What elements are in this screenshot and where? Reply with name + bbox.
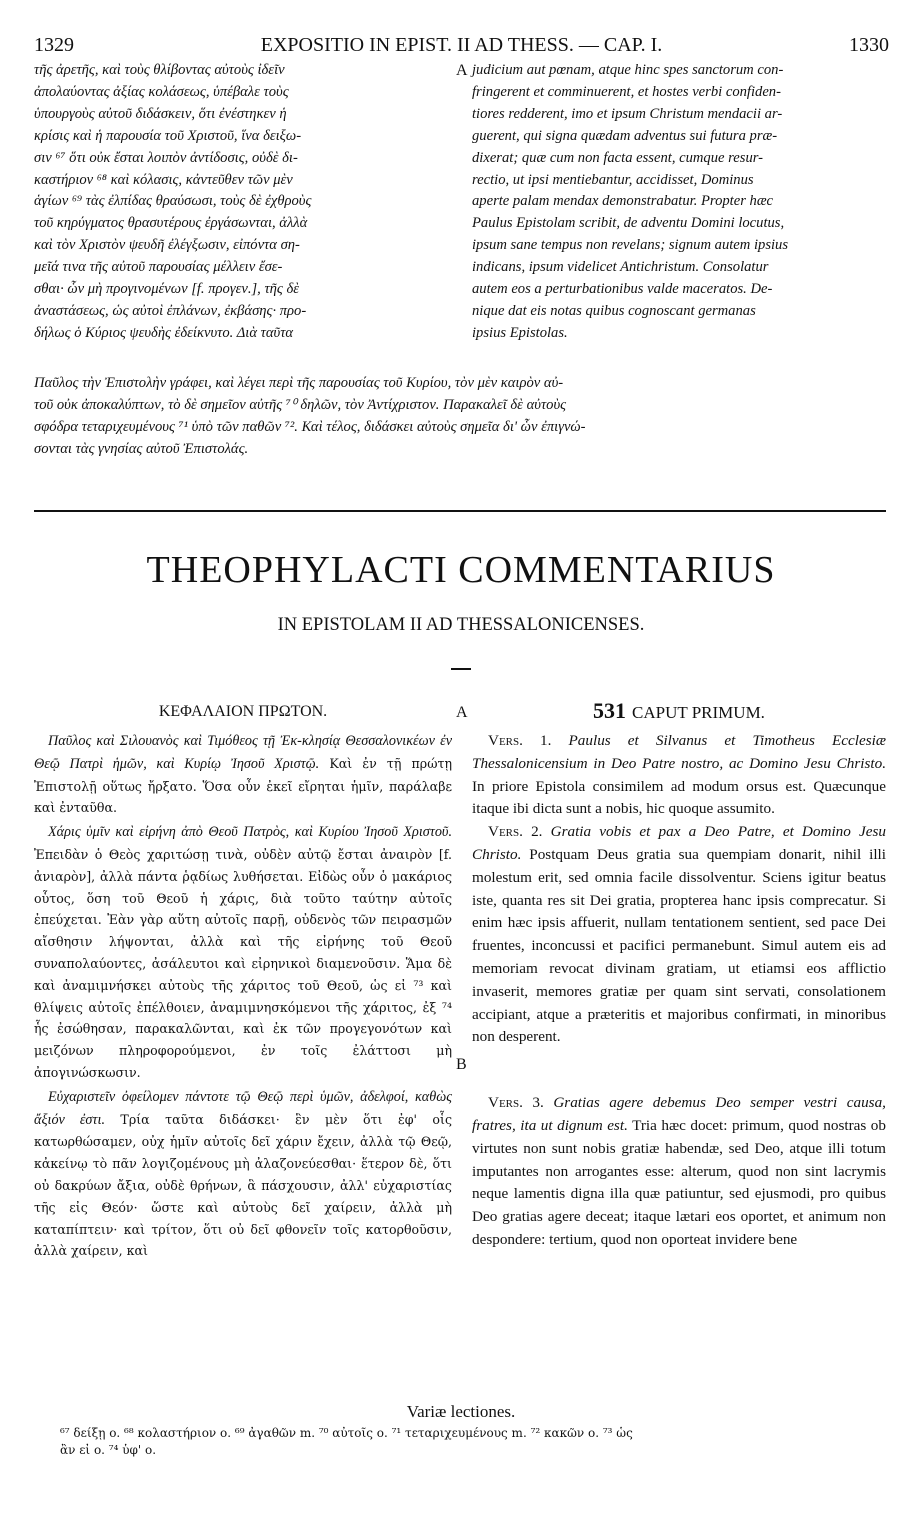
greek-line: μεῖά τινα τῆς αὐτοῦ παρουσίας μέλλειν ἔσε- — [34, 259, 283, 276]
latin-line: fringerent et comminuerent, et hostes verbi confiden- — [472, 83, 781, 100]
latin-paragraph — [472, 1092, 886, 1252]
top-latin-column — [472, 60, 886, 345]
latin-line: rectio, ut ipsi mentiebantur, accidisset, Dominus — [472, 171, 754, 188]
running-title: EXPOSITIO IN EPIST. II AD THESS. — CAP. I. — [260, 34, 663, 56]
latin-lemma: Gratia vobis et pax a Deo Patre, et Domino Jesu Christo. — [472, 823, 886, 863]
greek-line: δήλως ὁ Κύριος ψευδὴς ἐδείκνυτο. Διὰ ταῦτα — [34, 324, 294, 341]
greek-line: ὑπουργοὺς αὐτοῦ διδάσκειν, ὅτι ἐνέστηκεν ἡ — [34, 105, 287, 122]
latin-lemma: Paulus et Silvanus et Timotheus Ecclesiæ Thessalonicensium in Deo Patre nostro, ac Domino Jesu Christo. — [472, 732, 886, 772]
variant-line: ⁶⁷ δείξῃ ο. ⁶⁸ κολαστήριον ο. ⁶⁹ ἀγαθῶν m. ⁷⁰ αὐτοῖς ο. ⁷¹ τεταριχευμένους m. ⁷² κακῶν ο. ⁷³ ὡς — [60, 1426, 633, 1440]
paragraph-gap — [472, 1049, 886, 1092]
greek-chapter-heading: ΚΕΦΑΛΑΙΟΝ ΠΡΩΤΟΝ. — [158, 703, 328, 720]
running-header — [34, 34, 889, 60]
greek-paragraph — [34, 821, 452, 1084]
latin-line: autem eos a perturbationibus valde maceratos. De- — [472, 281, 773, 298]
latin-paragraph — [472, 730, 886, 821]
greek-line: σιν ⁶⁷ ὅτι οὐκ ἔσται λοιπὸν ἀντίδοσις, οὐδὲ δι- — [34, 149, 298, 166]
latin-heading-text: CAPUT PRIMUM. — [632, 703, 765, 722]
greek-paragraph — [34, 730, 452, 819]
latin-line: nique dat eis notas quibus cognoscant germanas — [472, 302, 756, 319]
greek-paragraph-text: Καὶ ἐν τῇ πρώτῃ Ἐπιστολῇ οὕτως ἤρξατο. Ὅσα οὖν ἐκεῖ εἴρηται ἡμῖν, παράλαβε καὶ ἐνταῦθα. — [34, 755, 452, 816]
latin-line: ipsius Epistolas. — [472, 324, 568, 341]
top-full-width-greek — [34, 373, 886, 461]
verse-label: Vers. 1. — [488, 732, 552, 749]
greek-line: κρίσις καὶ ἡ παρουσία τοῦ Χριστοῦ, ἵνα δειξω- — [34, 127, 302, 144]
greek-line: ἀναστάσεως, ὡς αὐτοὶ ἐπλάνων, ἐκβάσης· προ- — [34, 302, 307, 319]
section-divider — [34, 510, 886, 512]
page-number-left: 1329 — [34, 34, 74, 56]
latin-line: indicans, ipsum videlicet Antichristum. Consolatur — [472, 259, 769, 276]
greek-lemma: Παῦλος καὶ Σιλουανὸς καὶ Τιμόθεος τῇ Ἐκ-κλησίᾳ Θεσσαλονικέων ἐν Θεῷ Πατρὶ ἡμῶν, καὶ Κυρίῳ Ἰησοῦ Χριστῷ. — [34, 733, 452, 772]
greek-paragraph — [34, 1086, 452, 1262]
greek-line: τοῦ κηρύγματος θρασυτέρους ἐργάσωνται, ἀλλὰ — [34, 215, 308, 232]
variae-lectiones-notes — [60, 1425, 886, 1459]
latin-line: Paulus Epistolam scribit, de adventu Domini locutus, — [472, 215, 785, 232]
latin-line: tiores redderent, imo et ipsum Christum mendacii ar- — [472, 105, 783, 122]
greek-line: τοῦ οὐκ ἀποκαλύπτων, τὸ δὲ σημεῖον αὐτῆς ⁷⁰ δηλῶν, τὸν Ἀντίχριστον. Παρακαλεῖ δὲ αὐτοὺς — [34, 396, 567, 413]
variae-lectiones-title: Variæ lectiones. — [406, 1402, 516, 1421]
sub-title: IN EPISTOLAM II AD THESSALONICENSES. — [277, 615, 645, 635]
latin-line: ipsum sane tempus non revelans; signum autem ipsius — [472, 237, 789, 254]
main-title: THEOPHYLACTI COMMENTARIUS — [146, 549, 776, 591]
margin-marker-b: B — [456, 1056, 467, 1073]
top-greek-column — [34, 60, 452, 345]
title-dash — [451, 668, 471, 670]
greek-line: καὶ τὸν Χριστὸν ψευδῆ ἐλέγξωσιν, εἰπόντα ση- — [34, 237, 300, 254]
latin-line: aperte palam mendax demonstrabatur. Propter hæc — [472, 193, 774, 210]
latin-chapter-heading — [472, 698, 886, 724]
greek-commentary-column — [34, 730, 452, 1264]
greek-paragraph-text: Ἐπειδὰν ὁ Θεὸς χαριτώσῃ τινὰ, οὐδὲν αὐτῷ ἔσται ἀναιρὸν [f. ἀνιαρὸν], ἀλλὰ πάντα ῥᾳδίως λυθήσεται. Εἰδὼς οὖν ὁ μακάριος οὗτος, ὅση τοῦ Θεοῦ ἡ χάρις, διὰ τοῦτο ταύτην αὐτοῖς ἐπεύχεται. Ἐὰν γὰρ αὕτη αὐτοῖς παρῇ, οὐδενὸς τῶν πειρασμῶν αἴσθησιν λήψονται, ἀλλὰ καὶ τῆς εἰρήνης τοῦ Θεοῦ συναπολαύοντες, ἀσάλευτοι καὶ εἰρηνικοὶ διαμενοῦσιν. Ἅμα δὲ καὶ ἀναμιμνήσκει αὐτοὺς τῆς χάριτος τοῦ Θεοῦ, ὡς εἰ ⁷³ καὶ θλίψεις αὐτοῖς ἐπέλθοιεν, ἀναμιμνησκόμενοι τῆς χάριτος, ἐξ ⁷⁴ ἧς ἐσώθησαν, παρακαλῶνται, καὶ ἐκ τῶν προγεγονότων καὶ μειζόνων πληροφορούμενοι, ἐν τοῖς ἐλάττοσι μὴ ἀπογινώσκωσιν. — [34, 846, 452, 1080]
greek-line: σονται τὰς γνησίας αὐτοῦ Ἐπιστολάς. — [34, 440, 249, 457]
latin-paragraph-text: Postquam Deus gratia sua quempiam donarit, nihil illi molestum erit, sed omnia facile dissolventur. Sciens igitur beatus iste, quanta res sit Dei gratia, propterea hanc ipsis comprecatur. Si enim hæc ipsis affuerit, nullam tentationem sentient, sed pace Dei fruentes, inconcussi et pacifici permanebunt. Simul autem eis ad memoriam revocat divinam gratiam, ut etiamsi eos afflictio invaserit, memores gratiæ per quam sint servati, consolationem accipiant, atque a præteritis et majoribus confirmati, in minoribus non desperent. — [472, 845, 886, 1046]
greek-paragraph-text: Τρία ταῦτα διδάσκει· ἓν μὲν ὅτι ἐφ' οἷς κατωρθώσαμεν, οὐχ ἡμῖν αὐτοῖς δεῖ χάριν ἔχειν, ἀλλὰ τῷ Θεῷ, κἀκείνῳ τὸ πᾶν λογιζομένους μὴ ἀλαζονεύεσθαι· ἕτερον δὲ, ὅτι οὐ δακρύων ἄξια, οὐδὲ θρήνων, ἃ πάσχουσιν, ἀλλ' εὐχαριστίας τῆς εἰς Θεόν· ὥστε καὶ αὐτοὺς δεῖ χαίρειν, ἀλλὰ μὴ καταπίπτειν· καὶ τρίτον, ὅτι οὐ δεῖ φθονεῖν τοῖς κατορθοῦσιν, ἀλλὰ χαίρειν, καὶ — [34, 1111, 452, 1259]
latin-paragraph — [472, 821, 886, 1049]
latin-lemma: Gratias agere debemus Deo semper vestri causa, fratres, ita ut dignum est. — [472, 1094, 886, 1134]
greek-line: σφόδρα τεταριχευμένους ⁷¹ ὑπὸ τῶν παθῶν ⁷². Καὶ τέλος, διδάσκει αὐτοὺς σημεῖα δι' ὧν ἐπιγνώ- — [34, 418, 586, 435]
greek-line: Παῦλος τὴν Ἐπιστολὴν γράφει, καὶ λέγει περὶ τῆς παρουσίας τοῦ Κυρίου, τὸν μὲν καιρὸν αὐ- — [34, 375, 564, 391]
latin-line: dixerat; quæ cum non facta essent, cumque resur- — [472, 149, 763, 166]
latin-paragraph-text: Tria hæc docet: primum, quod nostras ob virtutes non sunt nobis gratiæ habendæ, sed Deo, atque illi totum imputantes non arrogantes esse: alterum, quod non sint lacrymis neque lamentis digna illa quæ patiuntur, sed ejusmodi, pro quibus Deo gratias agere deceat; itaque lætari eos oportet, et animum non despondere: tertium, quod non oporteat invidere bene — [472, 1116, 886, 1248]
column-number: 531 — [593, 698, 627, 723]
latin-line: guerent, qui signa quædam adventus sui futura præ- — [472, 127, 778, 144]
latin-line: judicium aut pœnam, atque hinc spes sanctorum con- — [472, 62, 784, 78]
variant-line: ἂν εἰ ο. ⁷⁴ ὑφ' ο. — [60, 1443, 157, 1457]
latin-paragraph-text: In priore Epistola consimilem ad modum orsus est. Quæcunque itaque ibi dicta sunt a nobis, hic quoque assumito. — [472, 777, 886, 818]
greek-lemma: Εὐχαριστεῖν ὀφείλομεν πάντοτε τῷ Θεῷ περὶ ὑμῶν, ἀδελφοί, καθὼς ἄξιόν ἐστι. — [34, 1088, 452, 1128]
greek-line: καστήριον ⁶⁸ καὶ κόλασις, κἀντεῦθεν τῶν μὲν — [34, 171, 293, 188]
verse-label: Vers. 3. — [488, 1094, 544, 1112]
margin-marker-a: A — [456, 704, 468, 721]
greek-line: τῆς ἀρετῆς, καὶ τοὺς θλίβοντας αὐτοὺς ἰδεῖν — [34, 62, 285, 78]
verse-label: Vers. 2. — [488, 823, 543, 841]
page-number-right: 1330 — [849, 34, 889, 56]
greek-line: ἀπολαύοντας ἀξίας κολάσεως, ὑπέβαλε τοὺς — [34, 83, 289, 100]
margin-marker-a-top: A — [456, 62, 468, 79]
latin-commentary-column — [472, 730, 886, 1252]
greek-line: ἁγίων ⁶⁹ τὰς ἐλπίδας θραύσωσι, τοὺς δὲ ἐχθροὺς — [34, 193, 312, 210]
greek-lemma: Χάρις ὑμῖν καὶ εἰρήνη ἀπὸ Θεοῦ Πατρὸς, καὶ Κυρίου Ἰησοῦ Χριστοῦ. — [48, 824, 452, 841]
greek-line: σθαι· ὧν μὴ προγινομένων [f. προγεν.], τῆς δὲ — [34, 281, 300, 298]
